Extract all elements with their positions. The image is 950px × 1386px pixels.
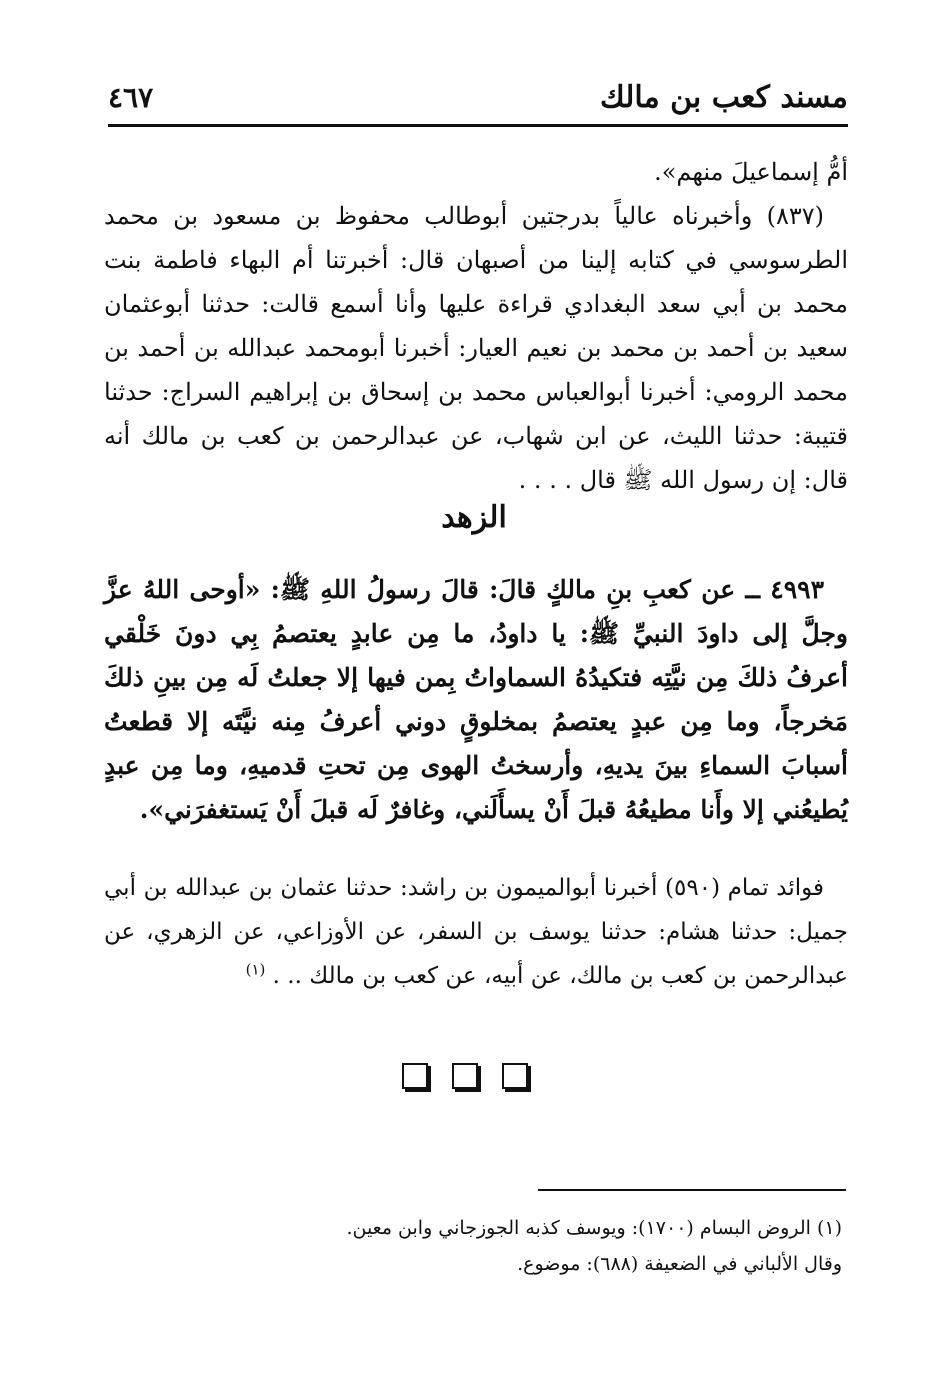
header-rule: [108, 124, 848, 127]
running-title: مسند كعب بن مالك: [600, 80, 848, 115]
footnote-reference[interactable]: (١): [245, 960, 266, 979]
intro-block: [104, 150, 848, 502]
footnotes: [142, 1210, 842, 1282]
square-ornament-icon: [452, 1063, 478, 1089]
section-heading: الزهد: [441, 500, 507, 535]
takhrij-block: [104, 866, 848, 998]
page-header: [108, 78, 848, 122]
page-number: ٤٦٧: [108, 81, 154, 114]
takhrij-paragraph: [104, 866, 848, 998]
footnote-line: (١) الروض البسام (١٧٠٠): ويوسف كذبه الجوزجاني وابن معين.: [346, 1217, 842, 1239]
hadith-block: [104, 568, 848, 832]
footnote-line: وقال الألباني في الضعيفة (٦٨٨): موضوع.: [517, 1253, 842, 1275]
end-of-section-separator: [402, 1063, 528, 1091]
previous-hadith-continuation: أمُّ إسماعيلَ منهم».: [654, 158, 848, 186]
hadith-text: ٤٩٩٣ ــ عن كعبِ بنِ مالكٍ قالَ: قالَ رسولُ اللهِ ﷺ: «أوحى اللهُ عزَّ وجلَّ إلى داودَ النبيِّ ﷺ: يا داودُ، ما مِن عابدٍ يعتصمُ بِي دونَ خَلْقي أعرفُ ذلكَ مِن نيَّتِه فتكيدُهُ السماواتُ بِمن فيها إلا جعلتُ لَه مِن بينِ ذلكَ مَخرجاً، وما مِن عبدٍ يعتصمُ بمخلوقٍ دوني أعرفُ مِنه نيَّتَه إلا قطعتُ أسبابَ السماءِ بينَ يديهِ، وأرسختُ الهوى مِن تحتِ قدميهِ، وما مِن عبدٍ يُطيعُني إلا وأَنا مطيعُهُ قبلَ أَنْ يسأَلَني، وغافرٌ لَه قبلَ أَنْ يَستغفرَني».: [104, 575, 848, 824]
square-ornament-icon: [502, 1063, 528, 1089]
square-ornament-icon: [402, 1063, 428, 1089]
takhrij-text: فوائد تمام (٥٩٠) أخبرنا أبوالميمون بن راشد: حدثنا عثمان بن عبدالله بن أبي جميل: حدثنا هشام: حدثنا يوسف بن السفر، عن الأوزاعي، عن الزهري، عن عبدالرحمن بن كعب بن مالك، عن أبيه، عن كعب بن مالك .. .: [104, 875, 848, 989]
isnad-paragraph: (٨٣٧) وأخبرناه عالياً بدرجتين أبوطالب محفوظ بن مسعود بن محمد الطرسوسي في كتابه إلينا من أصبهان قال: أخبرتنا أم البهاء فاطمة بنت محمد بن أبي سعد البغدادي قراءة عليها وأنا أسمع قالت: حدثنا أبوعثمان سعيد بن أحمد بن محمد بن نعيم العيار: أخبرنا أبومحمد عبدالله بن أحمد بن محمد الرومي: أخبرنا أبوالعباس محمد بن إسحاق بن إبراهيم السراج: حدثنا قتيبة: حدثنا الليث، عن ابن شهاب، عن عبدالرحمن بن كعب بن مالك أنه قال: إن رسول الله ﷺ قال . . . .: [104, 202, 849, 494]
footnote-rule: [538, 1189, 846, 1191]
